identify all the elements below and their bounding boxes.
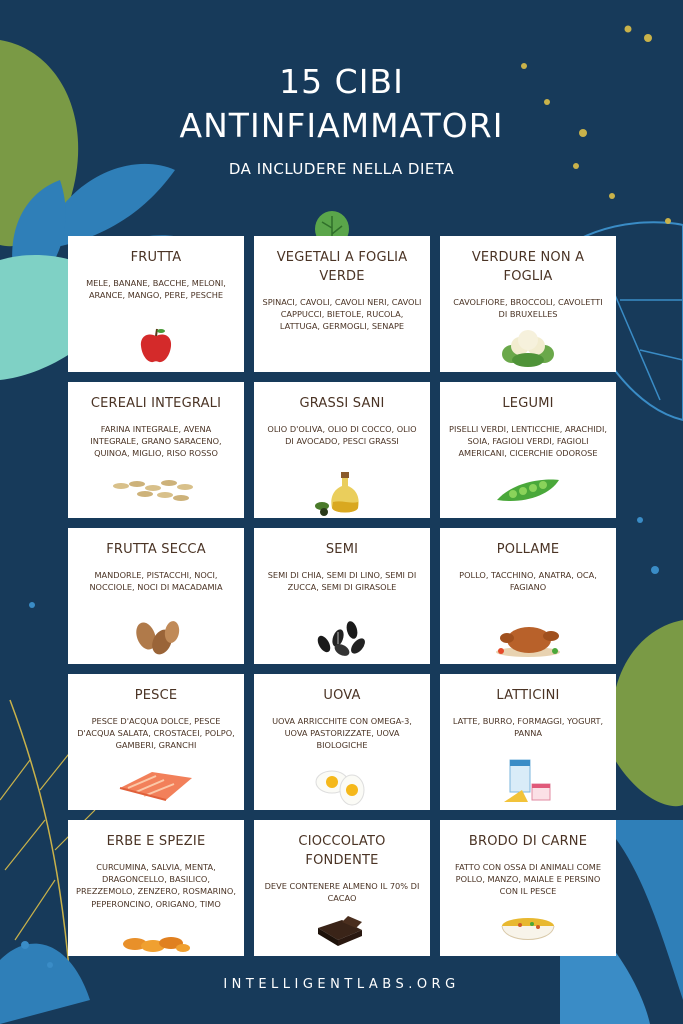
card-title: FRUTTA SECCA	[106, 542, 206, 557]
chocolate-icon	[312, 910, 372, 950]
card-title: POLLAME	[496, 542, 560, 557]
card-vegetali-a-foglia-verde	[254, 236, 430, 372]
card-text: LATTE, BURRO, FORMAGGI, YOGURT, PANNA	[452, 716, 604, 739]
card-text: CAVOLFIORE, BROCCOLI, CAVOLETTI DI BRUXELLES	[453, 297, 603, 320]
card-legumi	[440, 382, 616, 518]
card-title: FRUTTA	[130, 250, 182, 265]
right-leaf-decoration	[611, 620, 683, 806]
card-title: BRODO DI CARNE	[468, 834, 588, 849]
card-pollame	[440, 528, 616, 664]
page-title-line-2: ANTINFIAMMATORI	[179, 106, 504, 145]
salmon-icon	[116, 764, 196, 804]
card-frutta-secca	[68, 528, 244, 664]
card-title: VERDURE NON A FOGLIA	[471, 250, 585, 284]
card-erbe-e-spezie	[68, 820, 244, 956]
footer-website: INTELLIGENTLABS.ORG	[223, 977, 460, 992]
card-text: PESCE D'ACQUA DOLCE, PESCE D'ACQUA SALATA, CROSTACEI, POLPO, GAMBERI, GRANCHI	[77, 716, 235, 751]
pea-pod-icon	[493, 472, 563, 508]
card-pesce	[68, 674, 244, 810]
card-text: OLIO D'OLIVA, OLIO DI COCCO, OLIO DI AVOCADO, PESCI GRASSI	[267, 424, 417, 447]
card-latticini	[440, 674, 616, 810]
card-title: PESCE	[134, 688, 178, 703]
roast-chicken-icon	[493, 618, 563, 658]
card-title: VEGETALI A FOGLIA VERDE	[276, 250, 408, 284]
card-text: MANDORLE, PISTACCHI, NOCI, NOCCIOLE, NOCI DI MACADAMIA	[89, 570, 223, 593]
card-title: GRASSI SANI	[299, 396, 385, 411]
card-semi	[254, 528, 430, 664]
card-cereali-integrali	[68, 382, 244, 518]
cauliflower-icon	[502, 326, 554, 368]
card-frutta	[68, 236, 244, 372]
page-subtitle: DA INCLUDERE NELLA DIETA	[228, 160, 455, 178]
almonds-icon	[128, 618, 184, 658]
card-uova	[254, 674, 430, 810]
oil-bottle-icon	[312, 472, 372, 516]
card-title: CIOCCOLATO FONDENTE	[298, 834, 386, 868]
card-text: UOVA ARRICCHITE CON OMEGA-3, UOVA PASTORIZZATE, UOVA BIOLOGICHE	[272, 716, 412, 751]
card-title: LATTICINI	[496, 688, 560, 703]
turmeric-icon	[121, 932, 191, 954]
card-text: FATTO CON OSSA DI ANIMALI COME POLLO, MANZO, MAIALE E PERSINO CON IL PESCE	[454, 862, 601, 897]
apple-icon	[136, 326, 176, 366]
card-text: SEMI DI CHIA, SEMI DI LINO, SEMI DI ZUCCA, SEMI DI GIRASOLE	[267, 570, 417, 593]
card-text: DEVE CONTENERE ALMENO IL 70% DI CACAO	[264, 881, 420, 904]
dairy-icon	[498, 754, 558, 808]
card-grassi-sani	[254, 382, 430, 518]
card-text: MELE, BANANE, BACCHE, MELONI, ARANCE, MANGO, PERE, PESCHE	[86, 278, 226, 301]
boiled-egg-icon	[312, 764, 372, 806]
card-verdure-non-a-foglia	[440, 236, 616, 372]
card-title: CEREALI INTEGRALI	[90, 396, 222, 411]
card-text: POLLO, TACCHINO, ANATRA, OCA, FAGIANO	[459, 570, 597, 593]
card-text: CURCUMINA, SALVIA, MENTA, DRAGONCELLO, BASILICO, PREZZEMOLO, ZENZERO, ROSMARINO, PEPERONCINO, ORIGANO, TIMO	[76, 862, 236, 909]
card-title: LEGUMI	[502, 396, 554, 411]
card-text: SPINACI, CAVOLI, CAVOLI NERI, CAVOLI CAPPUCCI, BIETOLE, RUCOLA, LATTUGA, GERMOGLI, SENAPE	[262, 297, 422, 332]
card-text: FARINA INTEGRALE, AVENA INTEGRALE, GRANO SARACENO, QUINOA, MIGLIO, RISO ROSSO	[90, 424, 222, 459]
card-title: ERBE E SPEZIE	[106, 834, 206, 849]
page-title-line-1: 15 CIBI	[279, 62, 404, 101]
seeds-icon	[312, 618, 372, 658]
soup-bowl-icon	[498, 910, 558, 950]
card-brodo-di-carne	[440, 820, 616, 956]
card-cioccolato-fondente	[254, 820, 430, 956]
card-title: UOVA	[323, 688, 361, 703]
card-title: SEMI	[325, 542, 359, 557]
card-text: PISELLI VERDI, LENTICCHIE, ARACHIDI, SOIA, FAGIOLI VERDI, FAGIOLI AMERICANI, CICERCHIE ODOROSE	[449, 424, 607, 459]
grains-icon	[111, 472, 201, 508]
